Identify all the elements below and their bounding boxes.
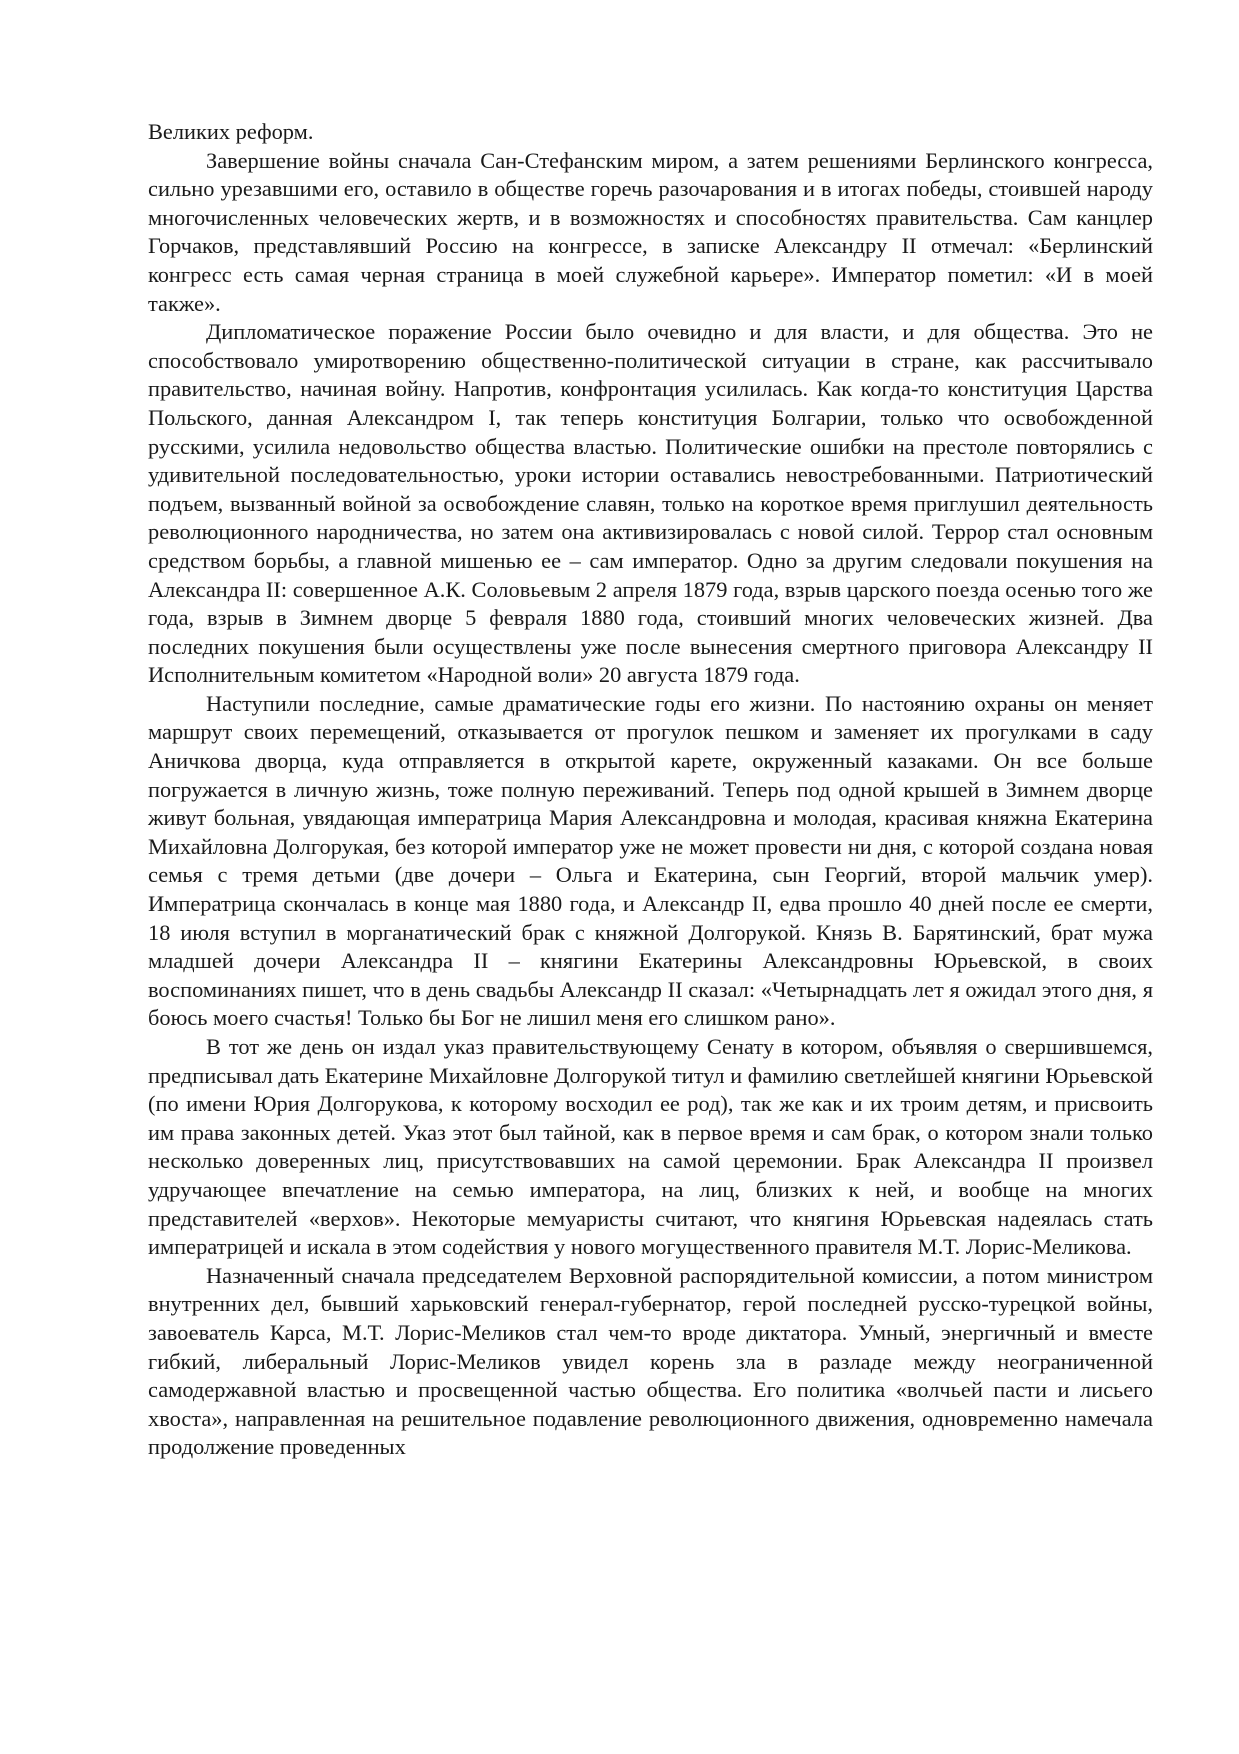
paragraph: Дипломатическое поражение России было очевидно и для власти, и для общества. Это не способствовало умиротворению общественно-политической ситуации в стране, как рассчитывало правительство, начиная войну. Напротив, конфронтация усилилась. Как когда-то конституция Царства Польского, данная Александром I, так теперь конституция Болгарии, только что освобожденной русскими, усилила недовольство общества властью. Политические ошибки на престоле повторялись с удивительной последовательностью, уроки истории оставались невостребованными. Патриотический подъем, вызванный войной за освобождение славян, только на короткое время приглушил деятельность революционного народничества, но затем она активизировалась с новой силой. Террор стал основным средством борьбы, а главной мишенью ее – сам император. Одно за другим следовали покушения на Александра II: совершенное А.К. Соловьевым 2 апреля 1879 года, взрыв царского поезда осенью того же года, взрыв в Зимнем дворце 5 февраля 1880 года, стоивший многих человеческих жизней. Два последних покушения были осуществлены уже после вынесения смертного приговора Александру II Исполнительным комитетом «Народной воли» 20 августа 1879 года. (148, 319, 1153, 688)
paragraph-continuation: Великих реформ. (148, 119, 314, 144)
paragraph: Завершение войны сначала Сан-Стефанским миром, а затем решениями Берлинского конгресса, сильно урезавшими его, оставило в обществе горечь разочарования и в итогах победы, стоившей народу многочисленных человеческих жертв, и в возможностях и способностях правительства. Сам канцлер Горчаков, представлявший Россию на конгрессе, в записке Александру II отмечал: «Берлинский конгресс есть самая черная страница в моей служебной карьере». Император пометил: «И в моей также». (148, 147, 1153, 316)
document-body (148, 118, 1153, 1462)
paragraph: Наступили последние, самые драматические годы его жизни. По настоянию охраны он меняет маршрут своих перемещений, отказывается от прогулок пешком и заменяет их прогулками в саду Аничкова дворца, куда отправляется в открытой карете, окруженный казаками. Он все больше погружается в личную жизнь, тоже полную переживаний. Теперь под одной крышей в Зимнем дворце живут больная, увядающая императрица Мария Александровна и молодая, красивая княжна Екатерина Михайловна Долгорукая, без которой император уже не может провести ни дня, с которой создана новая семья с тремя детьми (две дочери – Ольга и Екатерина, сын Георгий, второй мальчик умер). Императрица скончалась в конце мая 1880 года, и Александр II, едва прошло 40 дней после ее смерти, 18 июля вступил в морганатический брак с княжной Долгорукой. Князь В. Барятинский, брат мужа младшей дочери Александра II – княгини Екатерины Александровны Юрьевской, в своих воспоминаниях пишет, что в день свадьбы Александр II сказал: «Четырнадцать лет я ожидал этого дня, я боюсь моего счастья! Только бы Бог не лишил меня его слишком рано». (148, 690, 1153, 1031)
paragraph: В тот же день он издал указ правительствующему Сенату в котором, объявляя о свершившемся, предписывал дать Екатерине Михайловне Долгорукой титул и фамилию светлейшей княгини Юрьевской (по имени Юрия Долгорукова, к которому восходил ее род), так же как и их троим детям, и присвоить им права законных детей. Указ этот был тайной, как в первое время и сам брак, о котором знали только несколько доверенных лиц, присутствовавших на самой церемонии. Брак Александра II произвел удручающее впечатление на семью императора, на лиц, близких к ней, и вообще на многих представителей «верхов». Некоторые мемуаристы считают, что княгиня Юрьевская надеялась стать императрицей и искала в этом содействия у нового могущественного правителя М.Т. Лорис-Меликова. (148, 1034, 1153, 1260)
paragraph: Назначенный сначала председателем Верховной распорядительной комиссии, а потом министром внутренних дел, бывший харьковский генерал-губернатор, герой последней русско-турецкой войны, завоеватель Карса, М.Т. Лорис-Меликов стал чем-то вроде диктатора. Умный, энергичный и вместе гибкий, либеральный Лорис-Меликов увидел корень зла в разладе между неограниченной самодержавной властью и просвещенной частью общества. Его политика «волчьей пасти и лисьего хвоста», направленная на решительное подавление революционного движения, одновременно намечала продолжение проведенных (148, 1262, 1153, 1460)
